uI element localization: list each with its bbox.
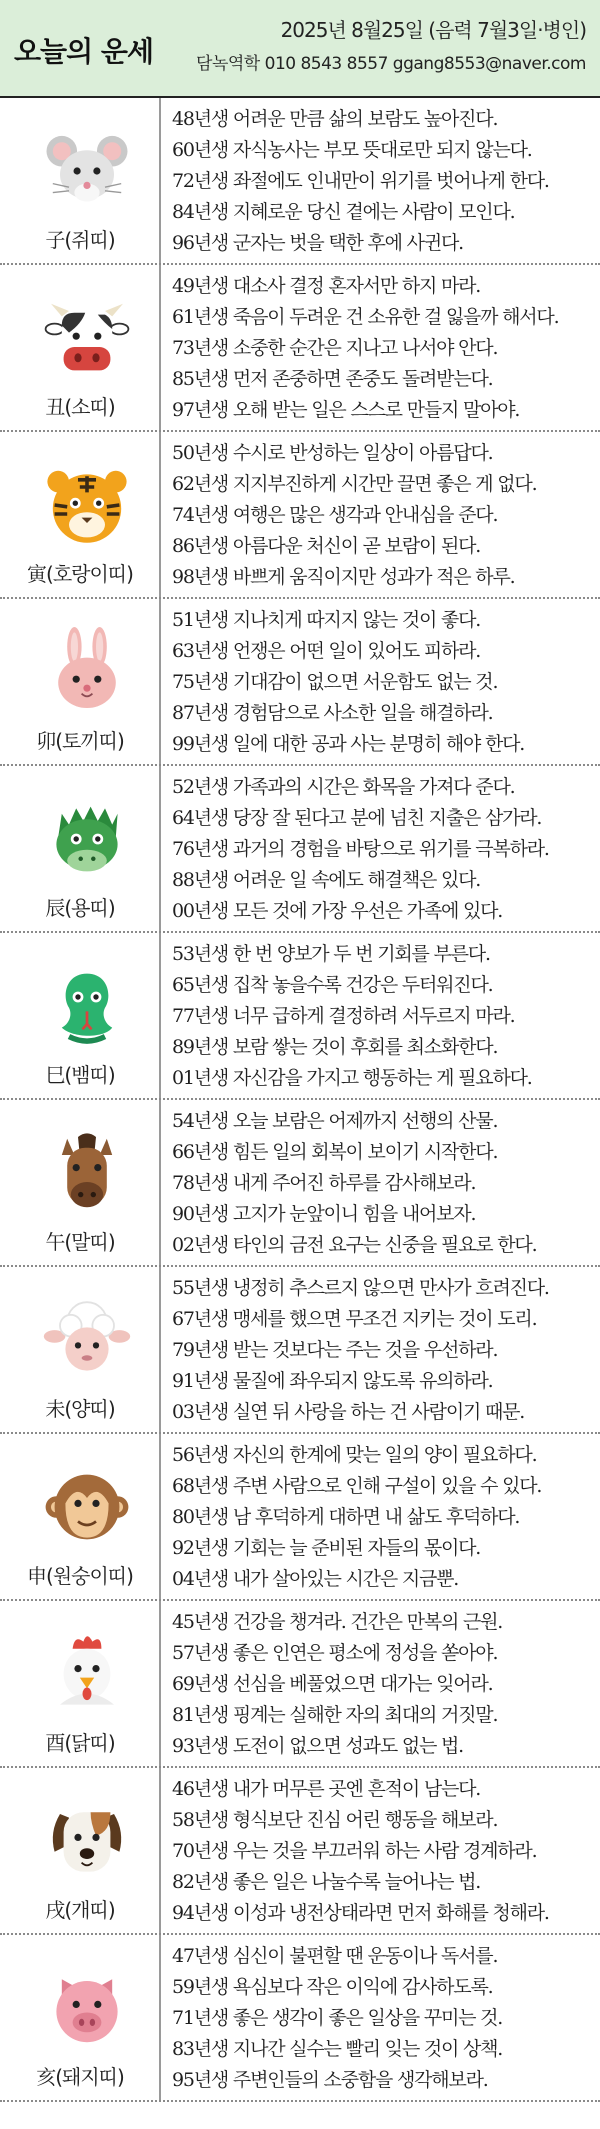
zodiac-sign (0, 766, 160, 931)
fortune-line: 99년생 일에 대한 공과 사는 분명히 해야 한다. (172, 733, 525, 755)
zodiac-row (0, 599, 600, 766)
zodiac-row (0, 1434, 600, 1601)
pig-icon (42, 1963, 132, 2053)
fortune-line: 60년생 자식농사는 부모 뜻대로만 되지 않는다. (172, 139, 532, 161)
zodiac-label: 申(원숭이띠) (27, 1564, 133, 1588)
zodiac-sign (0, 265, 160, 430)
zodiac-row (0, 1935, 600, 2102)
contact-text: 담녹역학 010 8543 8557 ggang8553@naver.com (196, 54, 586, 74)
page-title: 오늘의 운세 (14, 35, 153, 68)
zodiac-label: 酉(닭띠) (45, 1731, 115, 1755)
zodiac-label: 午(말띠) (45, 1230, 115, 1254)
fortune-line: 65년생 집착 놓을수록 건강은 두터워진다. (172, 974, 493, 996)
fortune-line: 04년생 내가 살아있는 시간은 지금뿐. (172, 1568, 459, 1590)
fortune-line: 72년생 좌절에도 인내만이 위기를 벗어나게 한다. (172, 170, 549, 192)
fortune-line: 76년생 과거의 경험을 바탕으로 위기를 극복하라. (172, 838, 549, 860)
fortune-line: 48년생 어려운 만큼 삶의 보람도 높아진다. (172, 108, 498, 130)
fortune-line: 02년생 타인의 금전 요구는 신중을 필요로 한다. (172, 1234, 537, 1256)
zodiac-label: 寅(호랑이띠) (27, 562, 133, 586)
fortune-line: 93년생 도전이 없으면 성과도 없는 법. (172, 1735, 463, 1757)
zodiac-label: 子(쥐띠) (45, 228, 115, 252)
rat-icon (42, 126, 132, 216)
zodiac-sign (0, 1267, 160, 1432)
fortune-line: 62년생 지지부진하게 시간만 끌면 좋은 게 없다. (172, 473, 537, 495)
fortune-line: 84년생 지혜로운 당신 곁에는 사람이 모인다. (172, 201, 515, 223)
fortune-line: 78년생 내게 주어진 하루를 감사해보라. (172, 1172, 476, 1194)
fortune-lines (172, 605, 594, 760)
zodiac-sign (0, 98, 160, 263)
zodiac-sign (0, 933, 160, 1098)
fortune-line: 61년생 죽음이 두려운 건 소유한 걸 잃을까 해서다. (172, 306, 559, 328)
zodiac-row (0, 1768, 600, 1935)
fortune-line: 50년생 수시로 반성하는 일상이 아름답다. (172, 442, 493, 464)
fortune-line: 73년생 소중한 순간은 지나고 나서야 안다. (172, 337, 498, 359)
monkey-icon (42, 1462, 132, 1552)
zodiac-label: 戌(개띠) (45, 1898, 115, 1922)
fortune-line: 59년생 욕심보다 작은 이익에 감사하도록. (172, 1976, 493, 1998)
fortune-line: 96년생 군자는 벗을 택한 후에 사귄다. (172, 232, 463, 254)
fortune-line: 92년생 기회는 늘 준비된 자들의 몫이다. (172, 1537, 481, 1559)
fortune-line: 56년생 자신의 한계에 맞는 일의 양이 필요하다. (172, 1444, 537, 1466)
fortune-line: 54년생 오늘 보람은 어제까지 선행의 산물. (172, 1110, 498, 1132)
divider-line (159, 98, 161, 263)
fortune-line: 79년생 받는 것보다는 주는 것을 우선하라. (172, 1339, 498, 1361)
fortune-line: 52년생 가족과의 시간은 화목을 가져다 준다. (172, 776, 515, 798)
fortune-line: 57년생 좋은 인연은 평소에 정성을 쏟아야. (172, 1642, 498, 1664)
fortune-line: 55년생 냉정히 추스르지 않으면 만사가 흐려진다. (172, 1277, 549, 1299)
zodiac-row (0, 432, 600, 599)
fortune-line: 81년생 핑계는 실해한 자의 최대의 거짓말. (172, 1704, 498, 1726)
dog-icon (42, 1796, 132, 1886)
fortune-line: 45년생 건강을 챙겨라. 건간은 만복의 근원. (172, 1611, 503, 1633)
fortune-line: 68년생 주변 사람으로 인해 구설이 있을 수 있다. (172, 1475, 542, 1497)
date-text: 2025년 8월25일 (음력 7월3일·병인) (280, 18, 586, 42)
snake-icon (42, 961, 132, 1051)
rooster-icon (42, 1629, 132, 1719)
fortune-line: 88년생 어려운 일 속에도 해결책은 있다. (172, 869, 481, 891)
fortune-line: 49년생 대소사 결정 혼자서만 하지 마라. (172, 275, 481, 297)
divider-line (159, 432, 161, 597)
fortune-line: 63년생 언쟁은 어떤 일이 있어도 피하라. (172, 640, 481, 662)
fortune-list (0, 98, 600, 2102)
fortune-lines (172, 939, 594, 1094)
divider-line (159, 933, 161, 1098)
fortune-line: 89년생 보람 쌓는 것이 후회를 최소화한다. (172, 1036, 498, 1058)
fortune-line: 51년생 지나치게 따지지 않는 것이 좋다. (172, 609, 481, 631)
fortune-line: 69년생 선심을 베풀었으면 대가는 잊어라. (172, 1673, 493, 1695)
divider-line (159, 1935, 161, 2100)
zodiac-row (0, 1267, 600, 1434)
zodiac-label: 巳(뱀띠) (45, 1063, 115, 1087)
ox-icon (42, 293, 132, 383)
zodiac-sign (0, 1935, 160, 2100)
zodiac-sign (0, 1100, 160, 1265)
fortune-line: 94년생 이성과 냉전상태라면 먼저 화해를 청해라. (172, 1902, 549, 1924)
zodiac-row (0, 1601, 600, 1768)
fortune-line: 66년생 힘든 일의 회복이 보이기 시작한다. (172, 1141, 498, 1163)
divider-line (159, 1434, 161, 1599)
zodiac-label: 亥(돼지띠) (36, 2065, 124, 2089)
zodiac-row (0, 98, 600, 265)
zodiac-sign (0, 1601, 160, 1766)
fortune-line: 98년생 바쁘게 움직이지만 성과가 적은 하루. (172, 566, 515, 588)
fortune-lines (172, 772, 594, 927)
fortune-line: 01년생 자신감을 가지고 행동하는 게 필요하다. (172, 1067, 532, 1089)
zodiac-sign (0, 432, 160, 597)
header-meta (196, 14, 586, 74)
fortune-line: 97년생 오해 받는 일은 스스로 만들지 말아야. (172, 399, 520, 421)
divider-line (159, 265, 161, 430)
fortune-lines (172, 271, 594, 426)
fortune-line: 86년생 아름다운 처신이 곧 보람이 된다. (172, 535, 481, 557)
divider-line (159, 766, 161, 931)
fortune-line: 87년생 경험담으로 사소한 일을 해결하라. (172, 702, 493, 724)
fortune-line: 00년생 모든 것에 가장 우선은 가족에 있다. (172, 900, 503, 922)
zodiac-label: 未(양띠) (45, 1397, 115, 1421)
fortune-line: 85년생 먼저 존중하면 존중도 돌려받는다. (172, 368, 493, 390)
fortune-line: 71년생 좋은 생각이 좋은 일상을 꾸미는 것. (172, 2007, 503, 2029)
fortune-line: 03년생 실연 뒤 사랑을 하는 건 사람이기 때문. (172, 1401, 525, 1423)
fortune-line: 64년생 당장 잘 된다고 분에 넘친 지출은 삼가라. (172, 807, 542, 829)
header (0, 0, 600, 98)
fortune-line: 77년생 너무 급하게 결정하려 서두르지 마라. (172, 1005, 515, 1027)
fortune-line: 83년생 지나간 실수는 빨리 잊는 것이 상책. (172, 2038, 503, 2060)
divider-line (159, 1267, 161, 1432)
zodiac-row (0, 933, 600, 1100)
fortune-line: 91년생 물질에 좌우되지 않도록 유의하라. (172, 1370, 493, 1392)
fortune-line: 67년생 맹세를 했으면 무조건 지키는 것이 도리. (172, 1308, 537, 1330)
fortune-line: 46년생 내가 머무른 곳엔 흔적이 남는다. (172, 1778, 481, 1800)
fortune-line: 82년생 좋은 일은 나눌수록 늘어나는 법. (172, 1871, 481, 1893)
fortune-lines (172, 1106, 594, 1261)
fortune-lines (172, 1273, 594, 1428)
divider-line (159, 599, 161, 764)
zodiac-sign (0, 599, 160, 764)
sheep-icon (42, 1295, 132, 1385)
zodiac-row (0, 766, 600, 933)
fortune-lines (172, 438, 594, 593)
zodiac-row (0, 265, 600, 432)
horse-icon (42, 1128, 132, 1218)
dragon-icon (42, 794, 132, 884)
divider-line (159, 1100, 161, 1265)
divider-line (159, 1768, 161, 1933)
fortune-line: 80년생 남 후덕하게 대하면 내 삶도 후덕하다. (172, 1506, 520, 1528)
zodiac-sign (0, 1768, 160, 1933)
zodiac-label: 辰(용띠) (45, 896, 115, 920)
divider-line (159, 1601, 161, 1766)
fortune-line: 75년생 기대감이 없으면 서운함도 없는 것. (172, 671, 498, 693)
fortune-lines (172, 1440, 594, 1595)
fortune-line: 70년생 우는 것을 부끄러워 하는 사람 경계하라. (172, 1840, 537, 1862)
fortune-line: 47년생 심신이 불편할 땐 운동이나 독서를. (172, 1945, 498, 1967)
fortune-line: 74년생 여행은 많은 생각과 안내심을 준다. (172, 504, 498, 526)
fortune-line: 95년생 주변인들의 소중함을 생각해보라. (172, 2069, 488, 2091)
fortune-lines (172, 1607, 594, 1762)
zodiac-label: 卯(토끼띠) (36, 729, 124, 753)
fortune-lines (172, 1774, 594, 1929)
zodiac-label: 丑(소띠) (45, 395, 115, 419)
zodiac-row (0, 1100, 600, 1267)
fortune-lines (172, 1941, 594, 2096)
fortune-line: 58년생 형식보단 진심 어린 행동을 해보라. (172, 1809, 498, 1831)
fortune-line: 53년생 한 번 양보가 두 번 기회를 부른다. (172, 943, 490, 965)
tiger-icon (42, 460, 132, 550)
rabbit-icon (42, 627, 132, 717)
zodiac-sign (0, 1434, 160, 1599)
fortune-lines (172, 104, 594, 259)
fortune-line: 90년생 고지가 눈앞이니 힘을 내어보자. (172, 1203, 476, 1225)
